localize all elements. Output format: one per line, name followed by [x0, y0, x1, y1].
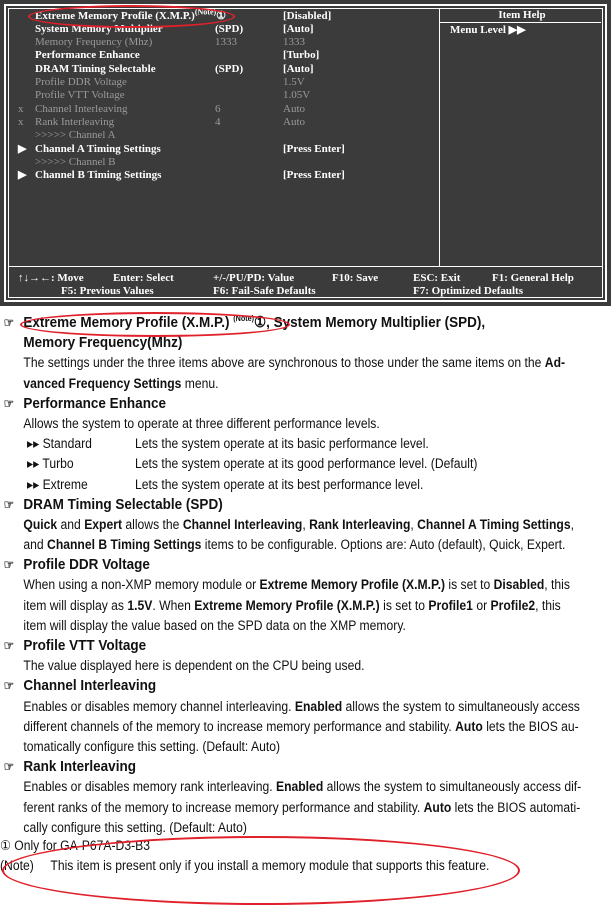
text-segment: Rank Interleaving [309, 516, 411, 532]
key-optimized: F7: Optimized Defaults [413, 285, 523, 297]
text-segment: different channels of the memory to increase memory performance and stability. [23, 718, 456, 734]
section-heading [0, 636, 550, 656]
setting-label [35, 156, 116, 169]
text-segment: Auto [455, 718, 483, 734]
item-help-title: Item Help [498, 9, 546, 21]
key-failsafe: F6: Fail-Safe Defaults [213, 285, 316, 297]
section-heading [0, 394, 550, 414]
key-previous-values: F5: Previous Values [61, 285, 154, 297]
setting-label-text: Profile DDR Voltage [35, 76, 127, 88]
section-heading [0, 495, 550, 515]
setting-value: 1333 [283, 36, 305, 49]
help-divider [439, 8, 440, 266]
setting-label [35, 116, 114, 129]
setting-value[interactable]: [Press Enter] [283, 142, 345, 155]
text-segment: Memory Frequency(Mhz) [23, 334, 183, 352]
text-segment: , [570, 516, 574, 532]
option-name: ▸▸ Standard [27, 436, 92, 452]
setting-label [35, 143, 161, 156]
manual-text [0, 313, 611, 838]
setting-value: Auto [283, 115, 305, 128]
row-marker-icon: ▶ [18, 169, 27, 182]
setting-label-text: Channel A Timing Settings [35, 142, 161, 155]
text-segment: Quick [23, 516, 58, 532]
option-name: ▸▸ Turbo [27, 456, 74, 472]
paragraph-line [0, 777, 582, 797]
note-circle-1: ① [216, 9, 227, 22]
text-segment: is set to [379, 597, 429, 613]
bios-screen [0, 0, 611, 306]
bios-setting-row[interactable] [0, 23, 430, 36]
text-segment: vanced Frequency Settings [23, 375, 182, 391]
setting-label-text: Performance Enhance [35, 49, 140, 62]
setting-value[interactable]: [Press Enter] [283, 169, 345, 182]
pointing-hand-icon: ☞ [3, 557, 15, 573]
setting-label-text: System Memory Multiplier [35, 22, 163, 35]
paragraph-line [0, 818, 550, 838]
text-segment: , [410, 516, 418, 532]
key-save: F10: Save [332, 272, 379, 284]
text-segment: Rank Interleaving [23, 758, 136, 776]
text-segment: Extreme Memory Profile (X.M.P.) [23, 314, 234, 331]
setting-current: 6 [215, 102, 221, 115]
section-heading [0, 313, 550, 333]
setting-label-text: Profile VTT Voltage [35, 89, 125, 102]
text-segment: Auto [423, 799, 452, 815]
paragraph-line [0, 616, 550, 636]
bios-setting-row [0, 36, 430, 49]
text-segment: , this [544, 577, 570, 593]
text-segment: , this [535, 597, 561, 613]
setting-label-text: Channel Interleaving [35, 102, 128, 115]
text-segment: menu. [181, 375, 219, 391]
bios-setting-row[interactable] [0, 143, 430, 156]
text-segment: Ad- [544, 355, 566, 371]
setting-value[interactable]: [Auto] [283, 62, 314, 75]
key-exit: ESC: Exit [413, 272, 461, 284]
setting-label-text: Extreme Memory Profile (X.M.P.) [35, 9, 195, 22]
paragraph-line [0, 535, 566, 555]
bios-setting-row [0, 129, 430, 142]
setting-label [35, 36, 152, 49]
text-segment: is set to [445, 577, 494, 593]
row-marker-icon: x [18, 102, 24, 115]
setting-label [35, 129, 116, 142]
section-heading [0, 555, 550, 575]
menu-level: Menu Level ▶▶ [450, 24, 526, 36]
option-description: Lets the system operate at its best performance level. [135, 476, 424, 492]
footnote-note: (Note) This item is present only if you install a memory module that supports this feature. [0, 858, 490, 874]
paragraph-line [0, 515, 574, 535]
text-segment: ferent ranks of the memory to increase memory performance and stability. [23, 799, 424, 815]
key-select: Enter: Select [113, 272, 174, 284]
setting-label [35, 89, 125, 102]
setting-label-text: >>>>> Channel B [35, 155, 116, 168]
footnotes [0, 836, 611, 876]
text-segment: Channel B Timing Settings [47, 537, 202, 553]
setting-label-text: DRAM Timing Selectable [35, 62, 156, 75]
setting-label-text: >>>>> Channel A [35, 129, 116, 142]
text-segment: The settings under the three items above are synchronous to those under the same items on the [23, 355, 545, 371]
bios-setting-row[interactable] [0, 169, 430, 182]
paragraph-line [0, 575, 570, 595]
paragraph-line [0, 596, 561, 616]
text-segment: Profile DDR Voltage [23, 556, 150, 574]
text-segment: Enabled [275, 779, 324, 795]
text-segment: allows the system to simultaneously access dif- [323, 779, 582, 795]
text-segment: 1.5V [127, 597, 153, 613]
text-segment: ①, System Memory Multiplier (SPD), [254, 314, 486, 331]
setting-label [35, 63, 156, 76]
bios-setting-row [0, 76, 430, 89]
key-help: F1: General Help [492, 272, 574, 284]
option-item [0, 454, 550, 474]
setting-label [35, 6, 227, 23]
paragraph-line [0, 374, 550, 394]
text-segment: Enabled [294, 698, 343, 714]
pointing-hand-icon: ☞ [3, 759, 15, 775]
text-segment: tomatically configure this setting. (Default: Auto) [23, 738, 281, 754]
setting-label [35, 103, 128, 116]
setting-label-text: Rank Interleaving [35, 115, 115, 128]
text-segment: cally configure this setting. (Default: Auto) [23, 819, 247, 835]
bios-setting-row [0, 116, 430, 129]
text-segment: Allows the system to operate at three different performance levels. [23, 415, 380, 431]
bios-setting-row [0, 103, 430, 116]
section-heading [0, 333, 550, 353]
setting-value: Auto [283, 102, 305, 115]
section-heading [0, 757, 550, 777]
text-segment: , [302, 516, 310, 532]
text-segment: Extreme Memory Profile (X.M.P.) [259, 577, 446, 593]
bios-setting-row[interactable] [0, 6, 430, 23]
paragraph-line [0, 737, 550, 757]
setting-label-text: Memory Frequency (Mhz) [35, 36, 153, 49]
text-segment: item will display the value based on the SPD data on the XMP memory. [23, 617, 406, 633]
text-segment: When using a non-XMP memory module or [23, 577, 260, 593]
text-segment: DRAM Timing Selectable (SPD) [23, 495, 223, 513]
text-segment: Disabled [493, 577, 545, 593]
text-segment: and [57, 516, 85, 532]
setting-current: (SPD) [215, 62, 244, 75]
text-segment: . When [152, 597, 195, 613]
paragraph-line [0, 353, 566, 373]
bios-setting-row[interactable] [0, 49, 430, 62]
paragraph-line [0, 697, 580, 717]
section-heading [0, 676, 550, 696]
text-segment: Profile1 [428, 597, 473, 613]
setting-label [35, 23, 163, 36]
setting-value[interactable]: [Turbo] [283, 49, 320, 62]
row-marker-icon: ▶ [18, 142, 27, 155]
setting-label-text: Channel B Timing Settings [35, 169, 162, 182]
row-marker-icon: x [18, 115, 24, 128]
option-name: ▸▸ Extreme [27, 476, 88, 492]
text-segment: Enables or disables memory channel interleaving. [23, 698, 295, 714]
footnote-model: ① Only for GA-P67A-D3-B3 [0, 838, 150, 853]
text-segment: Channel A Timing Settings [417, 516, 571, 532]
text-segment: Expert [84, 516, 123, 532]
bios-setting-row[interactable] [0, 63, 430, 76]
option-description: Lets the system operate at its good performance level. (Default) [135, 456, 478, 472]
setting-value: 1.5V [283, 76, 305, 88]
text-segment: items to be configurable. Options are: Auto (default), Quick, Expert. [201, 537, 566, 553]
bios-setting-row [0, 156, 430, 169]
setting-current: (SPD) [215, 22, 244, 35]
note-superscript: (Note) [194, 6, 217, 16]
text-segment: or [472, 597, 491, 613]
option-item [0, 475, 550, 495]
text-segment: lets the BIOS automati- [451, 799, 581, 815]
bios-setting-row [0, 89, 430, 102]
setting-current: 4 [215, 115, 221, 128]
setting-label [35, 49, 140, 62]
setting-value: 1.05V [283, 89, 311, 102]
key-value: +/-/PU/PD: Value [213, 272, 295, 284]
text-segment: Enables or disables memory rank interleaving. [23, 779, 276, 795]
text-segment: Extreme Memory Profile (X.M.P.) [194, 597, 380, 613]
paragraph-line [0, 414, 550, 434]
paragraph-line [0, 717, 579, 737]
paragraph-line [0, 798, 581, 818]
text-segment: Profile VTT Voltage [23, 637, 147, 654]
paragraph-line [0, 656, 550, 676]
pointing-hand-icon: ☞ [3, 395, 15, 411]
option-description: Lets the system operate at its basic performance level. [135, 436, 429, 452]
text-segment: allows the system to simultaneously access [342, 698, 580, 714]
text-segment: Channel Interleaving [23, 677, 157, 695]
text-segment: lets the BIOS au- [482, 718, 579, 734]
pointing-hand-icon: ☞ [3, 678, 15, 694]
setting-label [35, 169, 161, 182]
text-segment: allows the [122, 516, 183, 532]
text-segment: and [23, 537, 48, 553]
option-item [0, 434, 550, 454]
text-segment: Channel Interleaving [182, 516, 303, 532]
pointing-hand-icon: ☞ [3, 496, 15, 512]
text-segment: Profile2 [490, 597, 536, 613]
text-segment: item will display as [23, 597, 128, 613]
pointing-hand-icon: ☞ [3, 638, 15, 653]
setting-label [35, 76, 127, 89]
key-move: ↑↓→←: Move [18, 272, 84, 284]
text-segment: The value displayed here is dependent on the CPU being used. [23, 658, 365, 674]
setting-value[interactable]: [Auto] [283, 22, 314, 35]
setting-value[interactable]: [Disabled] [283, 9, 332, 22]
pointing-hand-icon: ☞ [3, 315, 15, 330]
setting-current: 1333 [215, 36, 237, 49]
note-superscript: (Note) [233, 314, 255, 323]
text-segment: Performance Enhance [23, 394, 166, 412]
footer-divider [8, 266, 603, 267]
